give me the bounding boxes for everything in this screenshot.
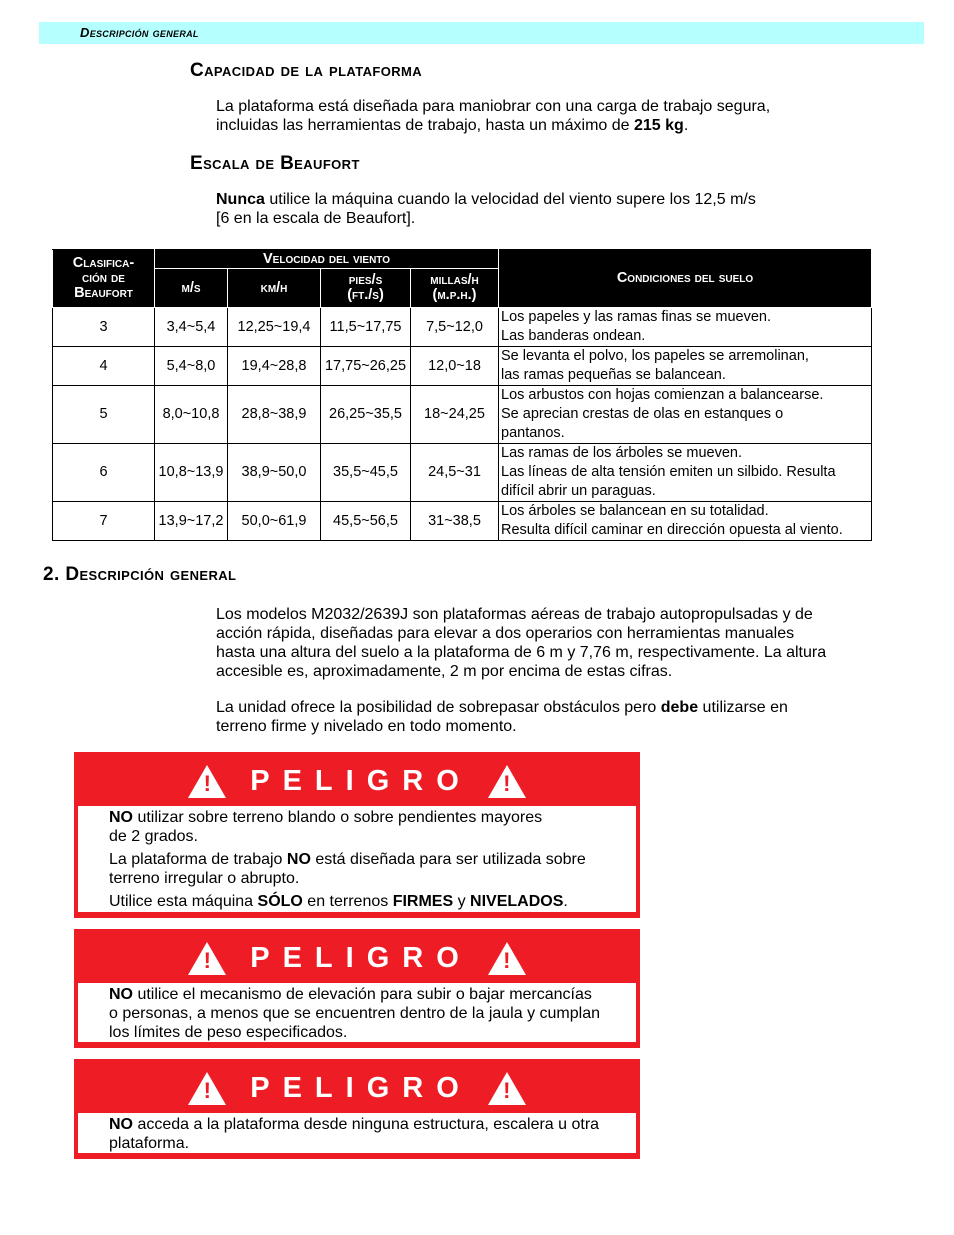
- warning-triangle-icon: !: [188, 765, 226, 798]
- beaufort-paragraph: [216, 190, 756, 228]
- table-row: 6 10,8~13,9 38,9~50,0 35,5~45,5 24,5~31 Las ramas de los árboles se mueven. Las líneas de alta tensión emiten un silbido. Resulta difícil abrir un paraguas.: [53, 444, 872, 502]
- beaufort-table: [52, 249, 872, 541]
- danger-title-row: [78, 756, 636, 806]
- warning-triangle-icon: !: [188, 1072, 226, 1105]
- col-header-ms: m/s: [155, 269, 228, 308]
- beaufort-line-1: utilice la máquina cuando la velocidad del viento supere los 12,5 m/s: [264, 191, 756, 208]
- warning-triangle-icon: !: [488, 942, 526, 975]
- warning-triangle-icon: !: [488, 765, 526, 798]
- overview-paragraph-1: Los modelos M2032/2639J son plataformas aéreas de trabajo autopropulsadas y de acción rápida, diseñadas para elevar a dos operarios con herramientas manuales hasta una altura del suelo a la plataforma de 6 m y 7,76 m, respectivamente. La altura accesible es, aproximadamente, 2 m por encima de estas cifras.: [216, 606, 827, 680]
- col-header-kmh: km/h: [228, 269, 321, 308]
- capacity-line-2: incluidas las herramientas de trabajo, hasta un máximo de: [216, 117, 634, 134]
- danger-title-row: [78, 933, 636, 983]
- col-header-fts: pies/s (ft./s): [321, 269, 411, 308]
- danger-box-3: [74, 1059, 640, 1159]
- col-header-mph: millas/h (m.p.h.): [411, 269, 499, 308]
- col-header-classification: Clasifica- ción de Beaufort: [53, 250, 155, 308]
- warning-triangle-icon: !: [188, 942, 226, 975]
- col-header-wind-speed: Velocidad del viento: [155, 250, 499, 269]
- warning-triangle-icon: !: [488, 1072, 526, 1105]
- capacity-line-2-end: .: [683, 117, 689, 134]
- table-row: 7 13,9~17,2 50,0~61,9 45,5~56,5 31~38,5 Los árboles se balancean en su totalidad. Resulta difícil caminar en dirección opuesta al viento.: [53, 502, 872, 541]
- table-row: 5 8,0~10,8 28,8~38,9 26,25~35,5 18~24,25 Los arbustos con hojas comienzan a balancearse. Se aprecian crestas de olas en estanques o pantanos.: [53, 386, 872, 444]
- capacity-max-load: 215 kg: [634, 117, 684, 134]
- capacity-paragraph: [216, 97, 770, 135]
- table-row: 3 3,4~5,4 12,25~19,4 11,5~17,75 7,5~12,0 Los papeles y las ramas finas se mueven. Las banderas ondean.: [53, 308, 872, 347]
- section-heading-capacity: Capacidad de la plataforma: [190, 60, 423, 81]
- page-header-title: Descripción general: [80, 25, 199, 40]
- danger-title: PELIGRO: [250, 1071, 472, 1104]
- danger-body: NO utilice el mecanismo de elevación para subir o bajar mercancías o personas, a menos que se encuentren dentro de la jaula y cumplan los límites de peso especificados.: [78, 983, 636, 1042]
- capacity-line-1: La plataforma está diseñada para maniobrar con una carga de trabajo segura,: [216, 98, 771, 115]
- danger-box-2: [74, 929, 640, 1048]
- col-header-conditions: Condiciones del suelo: [499, 250, 872, 308]
- danger-title: PELIGRO: [250, 764, 472, 797]
- overview-paragraph-2: La unidad ofrece la posibilidad de sobrepasar obstáculos pero debe utilizarse en terreno firme y nivelado en todo momento.: [216, 699, 788, 735]
- section-heading-overview: 2. Descripción general: [43, 564, 237, 585]
- table-row: 4 5,4~8,0 19,4~28,8 17,75~26,25 12,0~18 Se levanta el polvo, los papeles se arremolinan, las ramas pequeñas se balancean.: [53, 347, 872, 386]
- section-heading-beaufort: Escala de Beaufort: [190, 153, 360, 174]
- danger-title-row: [78, 1063, 636, 1113]
- beaufort-never: Nunca: [216, 191, 265, 208]
- page-header-bar: [39, 22, 924, 44]
- danger-body: NO utilizar sobre terreno blando o sobre pendientes mayores de 2 grados. La plataforma de trabajo NO está diseñada para ser utilizada sobre terreno irregular o abrupto. Utilice esta máquina SÓLO en terrenos FIRMES y NIVELADOS.: [78, 806, 636, 912]
- danger-title: PELIGRO: [250, 941, 472, 974]
- beaufort-line-2: [6 en la escala de Beaufort].: [216, 210, 416, 227]
- danger-body: NO acceda a la plataforma desde ninguna estructura, escalera u otra plataforma.: [78, 1113, 636, 1153]
- danger-box-1: [74, 752, 640, 918]
